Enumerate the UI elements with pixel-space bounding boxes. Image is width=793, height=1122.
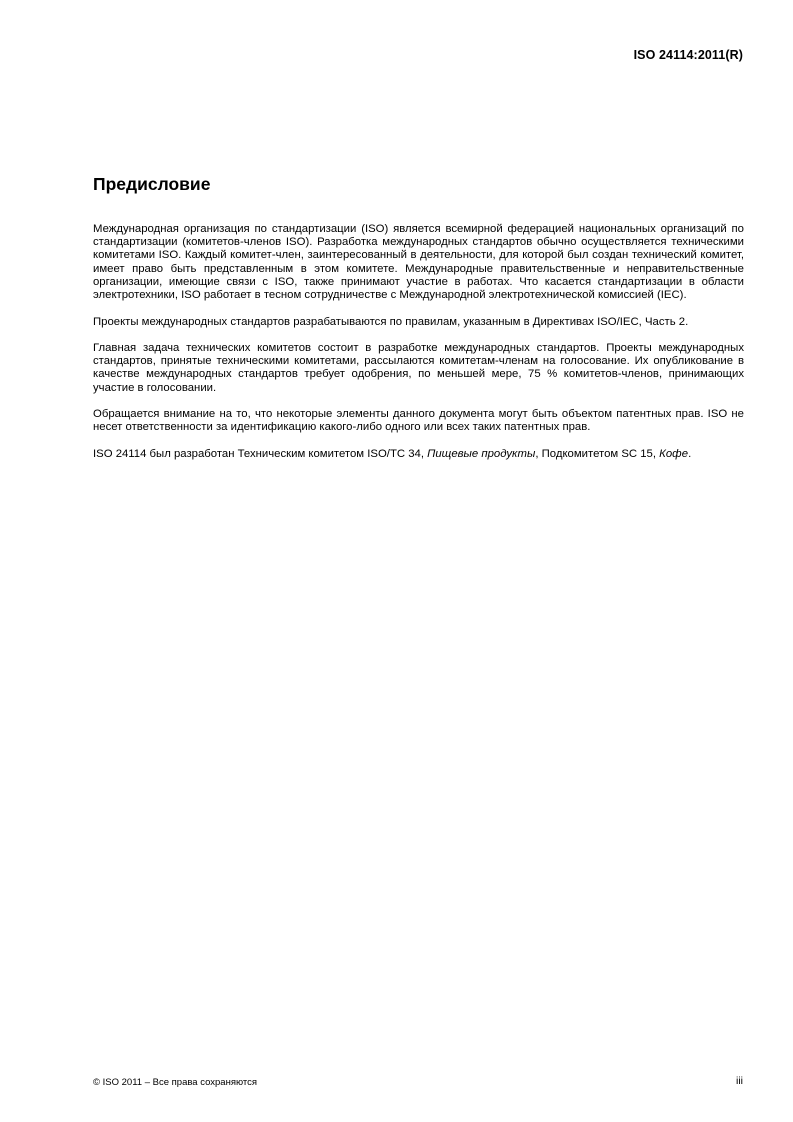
subcommittee-name: Кофе	[659, 447, 689, 460]
document-body	[93, 223, 744, 474]
paragraph-iso-organization: Международная организация по стандартизации (ISO) является всемирной федерацией национальных организаций по стандартизации (комитетов-членов ISO). Разработка международных стандартов обычно осуществляется техническими комитетами ISO. Каждый комитет-член, заинтересованный в деятельности, для которой был создан технический комитет, имеет право быть представленным в этом комитете. Международные правительственные и неправительственные организации, имеющие связи с ISO, также принимают участие в работах. Что касается стандартизации в области электротехники, ISO работает в тесном сотрудничестве с Международной электротехнической комиссией (IEC).	[93, 223, 744, 302]
page-number: iii	[736, 1075, 743, 1087]
page-title: Предисловие	[93, 174, 211, 194]
paragraph-drafting-rules: Проекты международных стандартов разрабатываются по правилам, указанным в Директивах ISO/IEC, Часть 2.	[93, 315, 689, 328]
paragraph-committee-task: Главная задача технических комитетов состоит в разработке международных стандартов. Проекты международных стандартов, принятые техническими комитетами, рассылаются комитетам-членам на голосование. Их опубликование в качестве международных стандартов требует одобрения, по меньшей мере, 75 % комитетов-членов, принимающих участие в голосовании.	[93, 342, 744, 394]
origin-text-part1: ISO 24114 был разработан Техническим комитетом ISO/TC 34,	[93, 447, 428, 460]
origin-text-part2: , Подкомитетом SC 15,	[535, 447, 660, 460]
document-id: ISO 24114:2011(R)	[633, 48, 743, 62]
origin-text-part3: .	[688, 447, 692, 460]
technical-committee-name: Пищевые продукты	[427, 447, 536, 460]
paragraph-patent-rights: Обращается внимание на то, что некоторые элементы данного документа могут быть объектом патентных прав. ISO не несет ответственности за идентификацию какого-либо одного или всех таких патентных прав.	[93, 408, 744, 434]
footer-copyright: © ISO 2011 – Все права сохраняются	[93, 1077, 258, 1088]
paragraph-standard-origin	[93, 448, 744, 461]
